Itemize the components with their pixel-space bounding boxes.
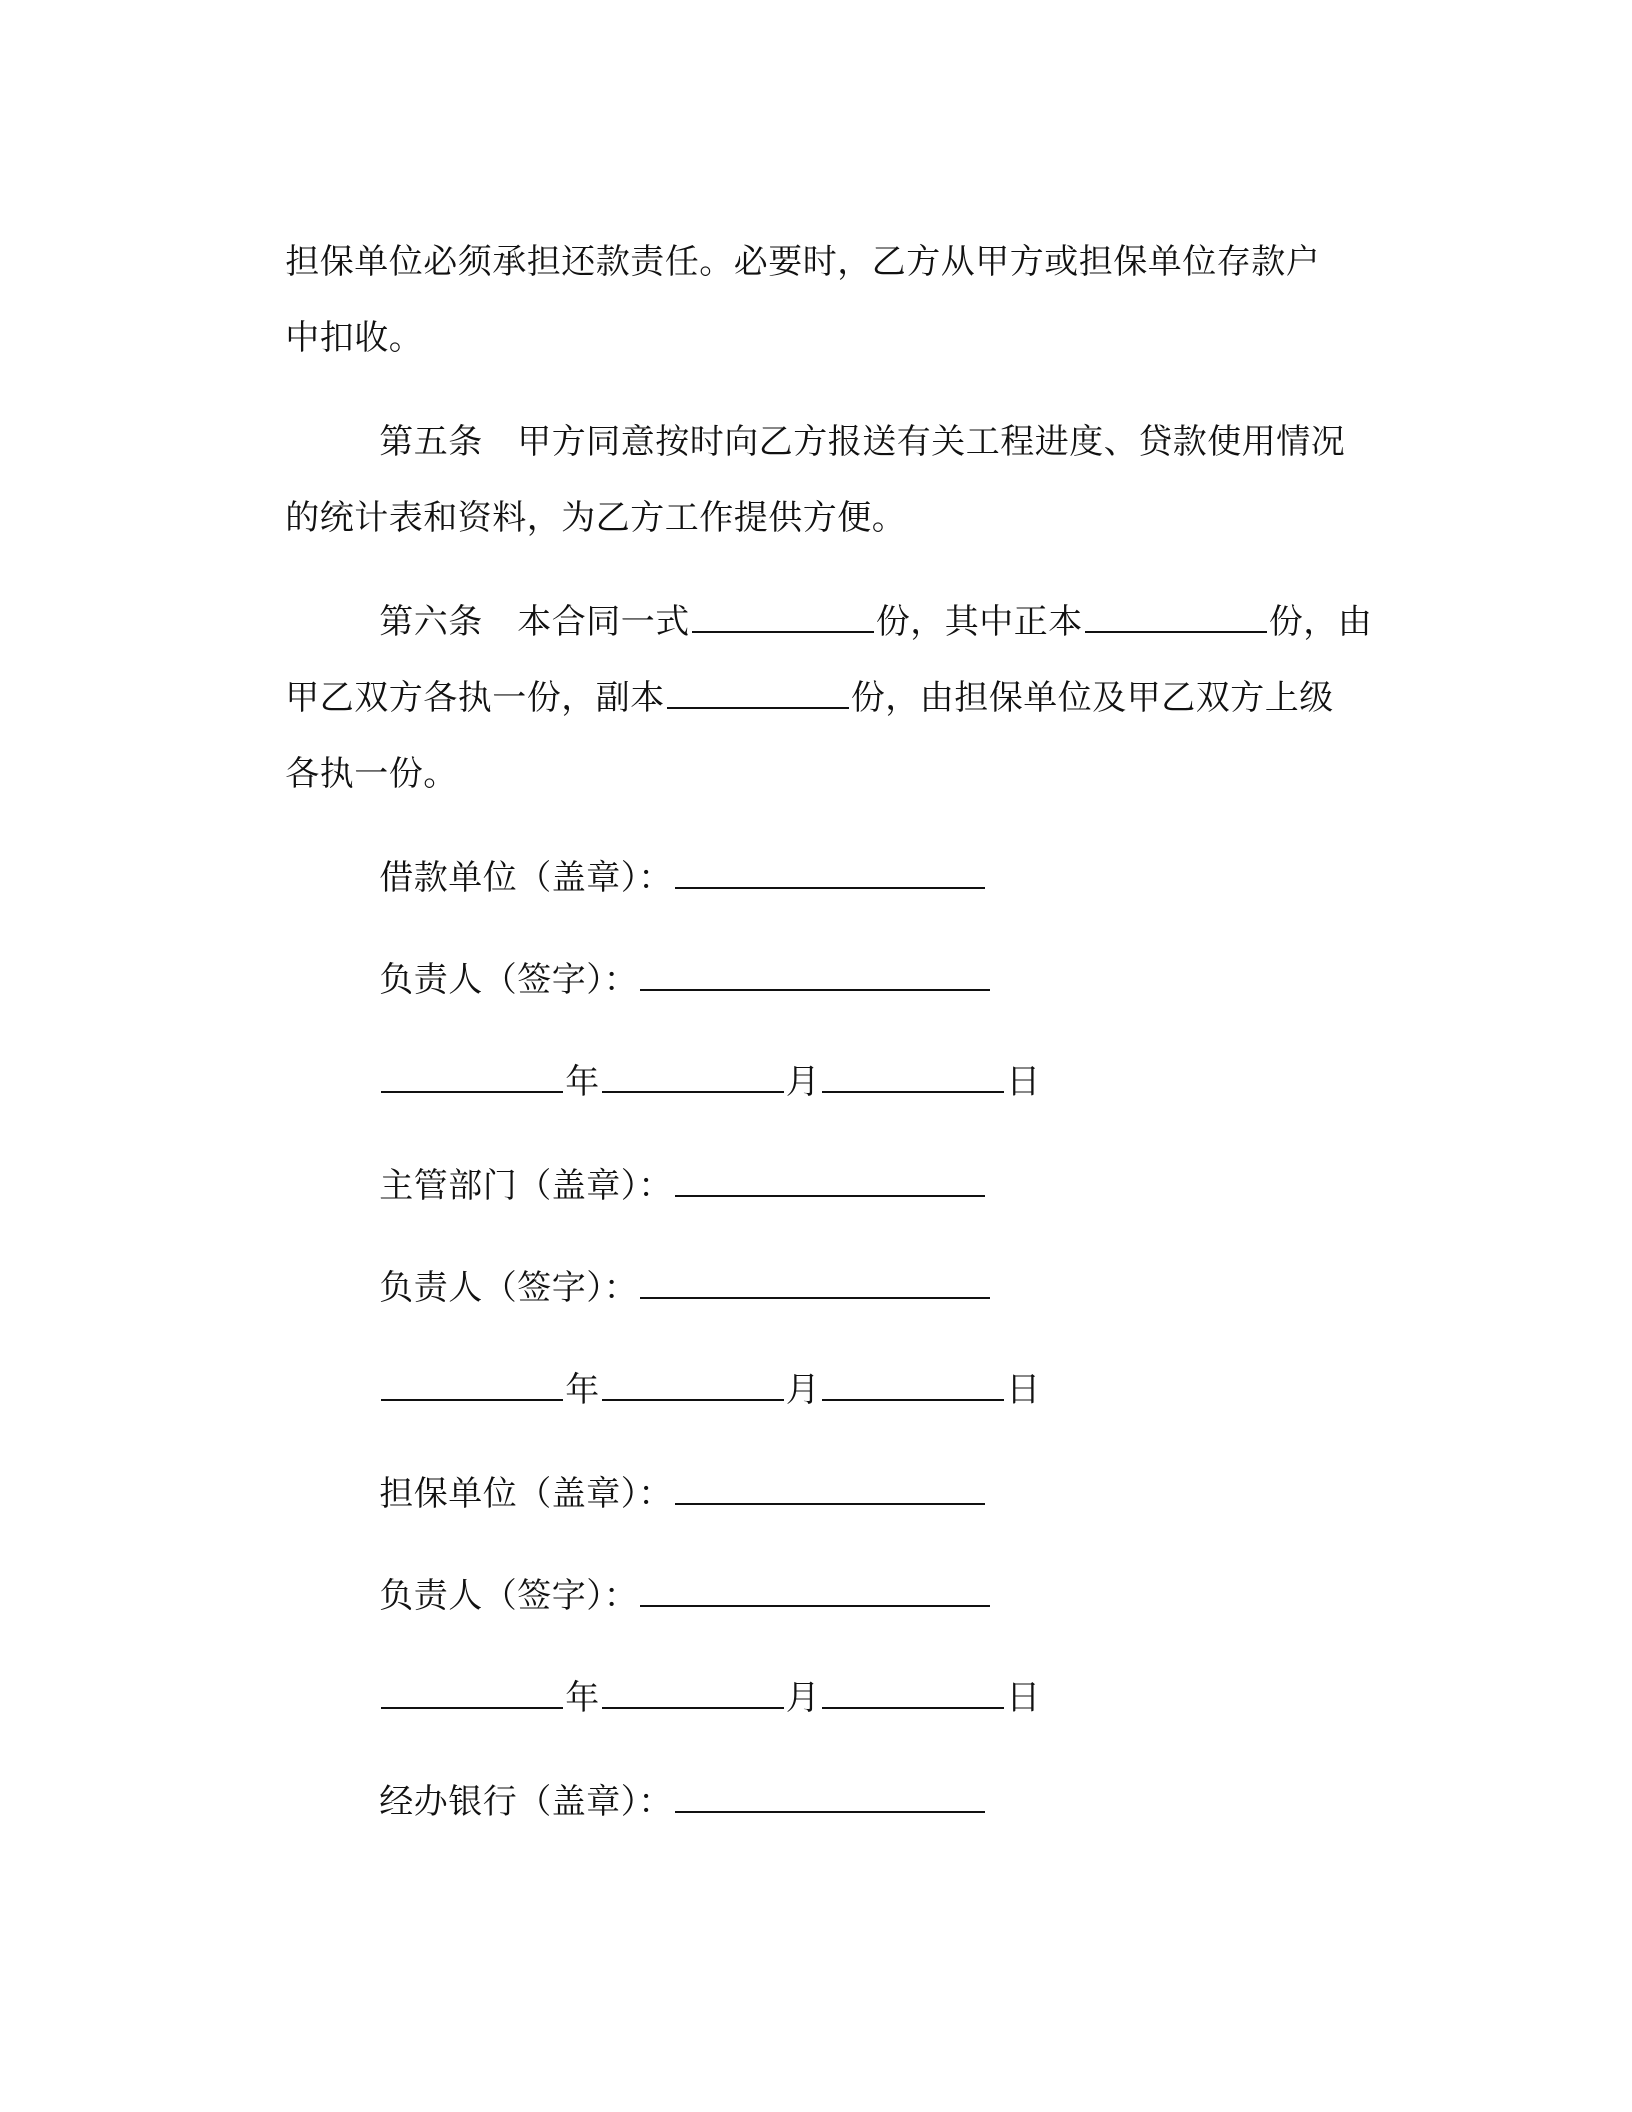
bank-seal-blank[interactable] <box>675 1781 985 1813</box>
month-blank[interactable] <box>602 1369 784 1401</box>
article-5-text: 第五条 甲方同意按时向乙方报送有关工程进度、贷款使用情况 <box>379 422 1346 462</box>
guarantor-seal-label: 担保单位（盖章）： <box>379 1474 673 1514</box>
borrower-seal-blank[interactable] <box>675 857 985 889</box>
borrower-signature-blank[interactable] <box>640 959 990 991</box>
supervisor-signature-blank[interactable] <box>640 1267 990 1299</box>
guarantor-seal-blank[interactable] <box>675 1473 985 1505</box>
bank-seal-row <box>334 1736 987 1868</box>
article-6-text: 份，由担保单位及甲乙双方上级 <box>850 678 1334 718</box>
day-label: 日 <box>1006 1370 1041 1410</box>
month-blank[interactable] <box>602 1061 784 1093</box>
day-blank[interactable] <box>822 1369 1004 1401</box>
duplicates-count-blank[interactable] <box>667 677 849 709</box>
year-blank[interactable] <box>381 1061 563 1093</box>
article-6-text: 各执一份。 <box>285 754 458 794</box>
guarantor-person-label: 负责人（签字）： <box>379 1576 639 1616</box>
supervisor-person-label: 负责人（签字）： <box>379 1268 639 1308</box>
paragraph-text: 担保单位必须承担还款责任。必要时，乙方从甲方或担保单位存款户 <box>285 242 1321 282</box>
day-blank[interactable] <box>822 1677 1004 1709</box>
year-label: 年 <box>565 1678 600 1718</box>
year-blank[interactable] <box>381 1369 563 1401</box>
day-label: 日 <box>1006 1678 1041 1718</box>
month-blank[interactable] <box>602 1677 784 1709</box>
bank-seal-label: 经办银行（盖章）： <box>379 1782 673 1822</box>
supervisor-seal-label: 主管部门（盖章）： <box>379 1166 673 1206</box>
supervisor-seal-blank[interactable] <box>675 1165 985 1197</box>
copies-total-blank[interactable] <box>692 601 874 633</box>
month-label: 月 <box>785 1678 821 1718</box>
borrower-seal-label: 借款单位（盖章）： <box>379 858 673 898</box>
article-5-text: 的统计表和资料，为乙方工作提供方便。 <box>285 498 907 538</box>
day-label: 日 <box>1006 1062 1041 1102</box>
day-blank[interactable] <box>822 1061 1004 1093</box>
article-6-text: 甲乙双方各执一份，副本 <box>285 678 665 718</box>
article-6-text: 第六条 本合同一式 <box>379 602 690 642</box>
article-6-text: 份，其中正本 <box>875 602 1083 642</box>
borrower-person-label: 负责人（签字）： <box>379 960 639 1000</box>
paragraph-text: 中扣收。 <box>285 318 424 358</box>
month-label: 月 <box>785 1370 821 1410</box>
year-label: 年 <box>565 1370 600 1410</box>
year-label: 年 <box>565 1062 600 1102</box>
guarantor-signature-blank[interactable] <box>640 1575 990 1607</box>
article-6-text: 份，由 <box>1268 602 1373 642</box>
month-label: 月 <box>785 1062 821 1102</box>
originals-count-blank[interactable] <box>1085 601 1267 633</box>
year-blank[interactable] <box>381 1677 563 1709</box>
